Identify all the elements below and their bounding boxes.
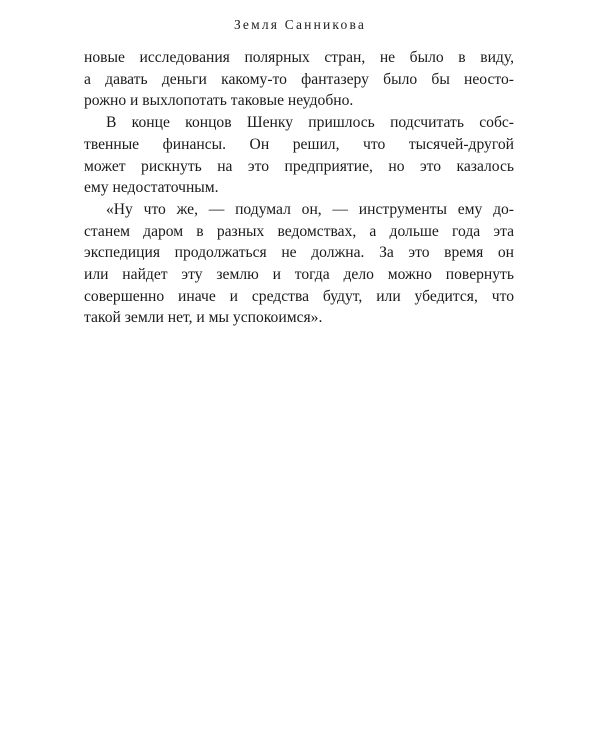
- text-line: В конце концов Шенку пришлось подсчитать собс-: [106, 114, 514, 132]
- text-line: может рискнуть на это предприятие, но это казалось: [84, 157, 514, 175]
- text-line: или найдет эту землю и тогда дело можно повернуть: [84, 266, 514, 284]
- paragraph-quote: [84, 199, 514, 329]
- body-text: [84, 47, 514, 329]
- paragraph-continuation: [84, 47, 514, 112]
- text-line: «Ну что же, — подумал он, — инструменты ему до-: [106, 200, 514, 218]
- running-head: Земля Санникова: [233, 17, 367, 32]
- text-line: новые исследования полярных стран, не было в виду,: [84, 49, 514, 66]
- text-line: а давать деньги какому-то фантазеру было бы неосто-: [84, 70, 514, 88]
- text-line: твенные финансы. Он решил, что тысячей-другой: [84, 135, 514, 153]
- text-line: ему недостаточным.: [84, 179, 219, 197]
- text-line: рожно и выхлопотать таковые неудобно.: [84, 92, 354, 110]
- text-line: такой земли нет, и мы успокоимся».: [84, 309, 323, 327]
- text-line: станем даром в разных ведомствах, а дольше года эта: [84, 222, 514, 240]
- text-line: совершенно иначе и средства будут, или убедится, что: [84, 287, 514, 305]
- paragraph-finances: [84, 112, 514, 199]
- text-line: экспедиция продолжаться не должна. За это время он: [84, 244, 514, 262]
